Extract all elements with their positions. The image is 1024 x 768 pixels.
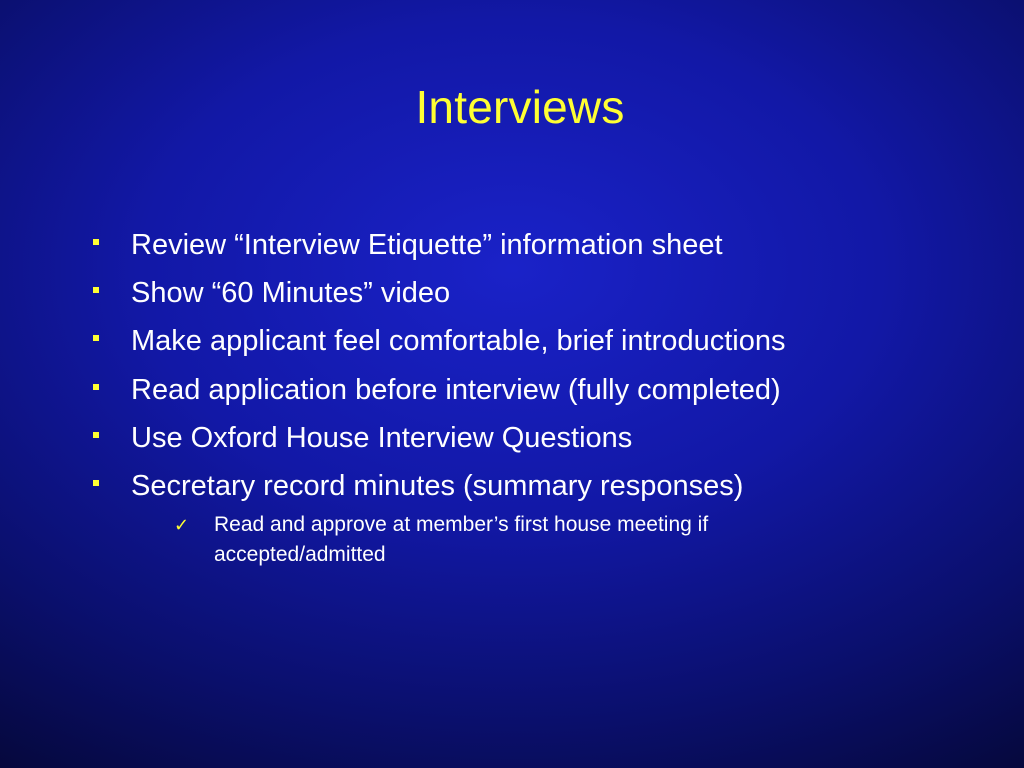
bullet-item xyxy=(92,221,972,269)
bullet-text: Review “Interview Etiquette” information sheet xyxy=(131,229,723,261)
bullet-text: Show “60 Minutes” video xyxy=(131,277,451,310)
square-bullet-icon xyxy=(93,480,99,486)
bullet-list xyxy=(92,221,972,570)
slide-title: Interviews xyxy=(415,81,625,133)
bullet-item xyxy=(92,462,972,570)
bullet-text: Use Oxford House Interview Questions xyxy=(131,421,633,454)
sub-bullet-text: Read and approve at member’s first house meeting if accepted/admitted xyxy=(214,513,709,567)
bullet-text: Secretary record minutes (summary responses) xyxy=(131,470,744,503)
bullet-item xyxy=(92,366,972,414)
checkmark-icon: ✓ xyxy=(174,515,190,537)
bullet-item xyxy=(92,414,972,462)
square-bullet-icon xyxy=(93,335,99,341)
square-bullet-icon xyxy=(93,384,99,390)
square-bullet-icon xyxy=(93,287,99,293)
square-bullet-icon xyxy=(93,432,99,438)
bullet-text: Read application before interview (fully completed) xyxy=(131,373,781,406)
sub-bullet-list xyxy=(174,510,972,570)
sub-bullet-item xyxy=(174,510,834,570)
bullet-text: Make applicant feel comfortable, brief introductions xyxy=(131,325,786,358)
bullet-item xyxy=(92,317,972,365)
bullet-item xyxy=(92,269,972,317)
square-bullet-icon xyxy=(93,239,99,245)
